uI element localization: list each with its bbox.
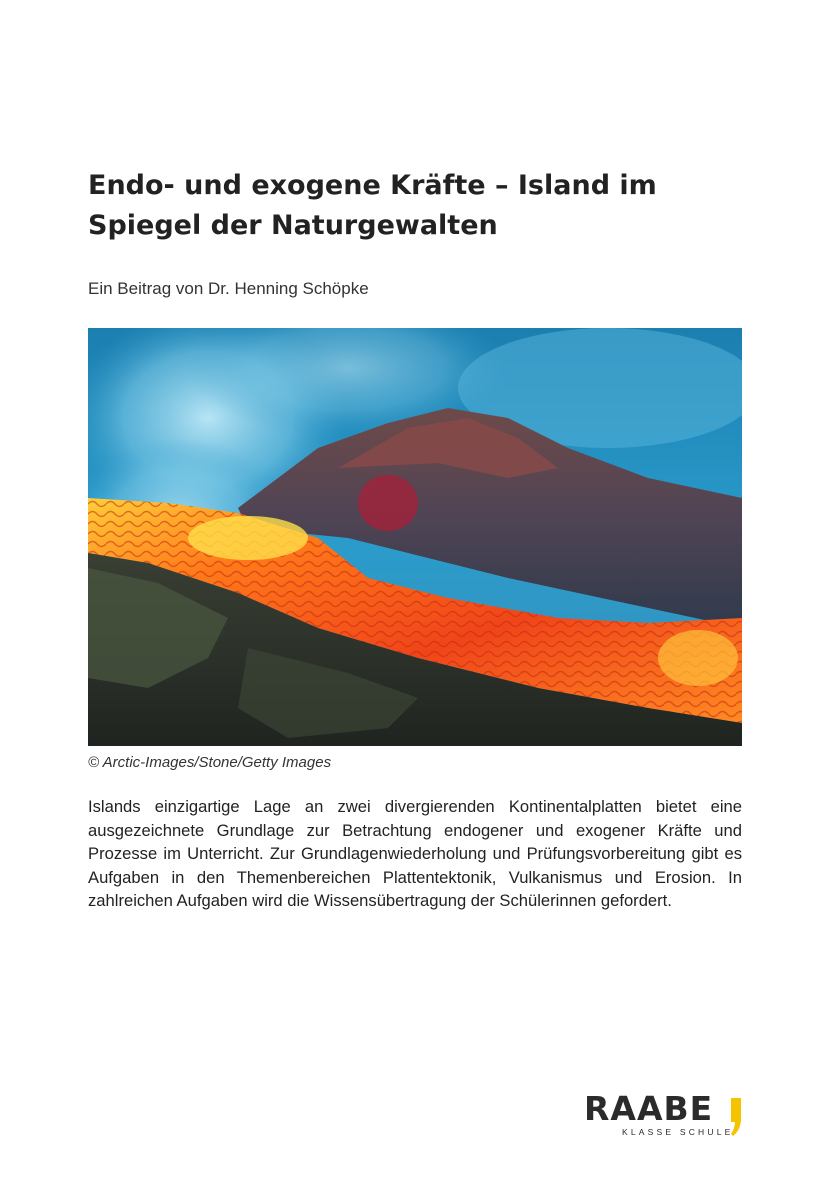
page-title: Endo- und exogene Kräfte – Island im Spiegel der Naturgewalten	[88, 170, 657, 241]
logo-tagline: KLASSE SCHULE	[622, 1127, 734, 1137]
author-line: Ein Beitrag von Dr. Henning Schöpke	[88, 279, 369, 298]
lava-eruption-photo	[88, 328, 742, 746]
raabe-logo	[584, 1090, 748, 1142]
intro-paragraph: Islands einzigartige Lage an zwei divergierenden Kontinentalplatten bietet eine ausgezeichnete Grundlage zur Betrachtung endogener und exogener Kräfte und Prozesse im Unterricht. Zur Grundlagenwiederholung und Prüfungsvorbereitung gibt es Aufgaben in den Themenbereichen Plattentektonik, Vulkanismus und Erosion. In zahlreichen Aufgaben wird die Wissensübertragung der Schülerinnen gefordert.	[88, 797, 742, 911]
logo-wordmark: RAABE	[584, 1089, 714, 1128]
image-credit: © Arctic-Images/Stone/Getty Images	[88, 754, 332, 771]
